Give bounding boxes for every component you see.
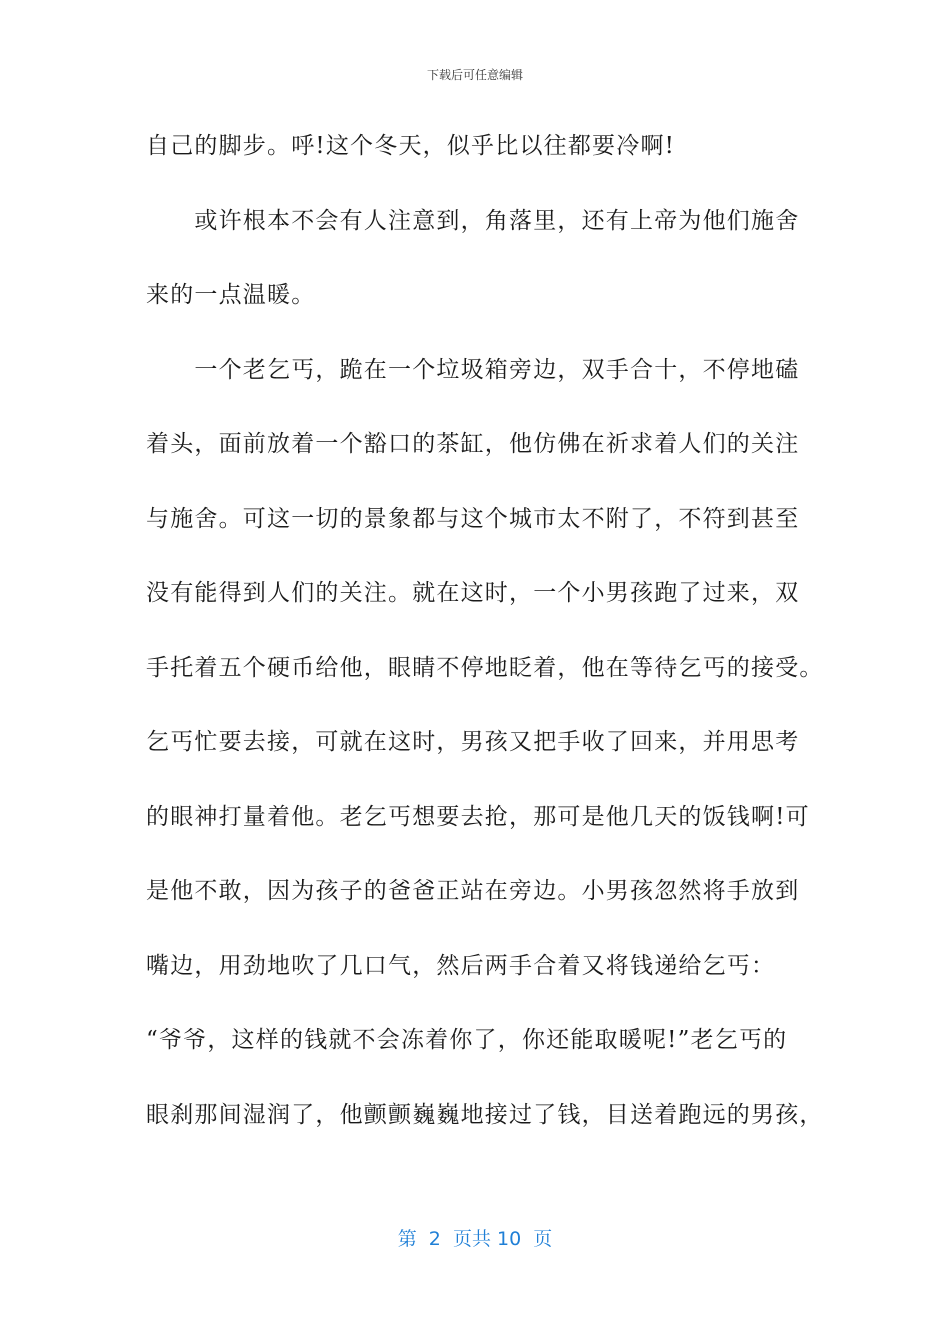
header-note: 下载后可任意编辑 <box>426 68 523 82</box>
text-line-12: 嘴边，用劲地吹了几口气，然后两手合着又将钱递给乞丐： <box>146 952 776 979</box>
text-line-14: 眼刹那间湿润了，他颤颤巍巍地接过了钱，目送着跑远的男孩， <box>146 1101 824 1128</box>
text-line-11: 是他不敢，因为孩子的爸爸正站在旁边。小男孩忽然将手放到 <box>146 878 800 904</box>
text-line-4: 一个老乞丐，跪在一个垃圾箱旁边，双手合十，不停地磕 <box>146 356 800 383</box>
body-text <box>146 126 824 1169</box>
text-line-2: 或许根本不会有人注意到，角落里，还有上帝为他们施舍 <box>146 207 800 234</box>
text-line-13: “爷爷，这样的钱就不会冻着你了，你还能取暖呢!”老乞丐的 <box>146 1027 788 1053</box>
text-line-1: 自己的脚步。呼!这个冬天，似乎比以往都要冷啊! <box>146 133 676 159</box>
text-line-7: 没有能得到人们的关注。就在这时，一个小男孩跑了过来，双 <box>146 580 800 606</box>
text-line-3: 来的一点温暖。 <box>146 282 316 308</box>
text-line-10: 的眼神打量着他。老乞丐想要去抢，那可是他几天的饭钱啊!可 <box>146 803 810 830</box>
text-line-5: 着头，面前放着一个豁口的茶缸，他仿佛在祈求着人们的关注 <box>146 431 800 457</box>
text-line-9: 乞丐忙要去接，可就在这时，男孩又把手收了回来，并用思考 <box>146 729 800 755</box>
text-line-6: 与施舍。可这一切的景象都与这个城市太不附了，不符到甚至 <box>146 505 800 532</box>
text-line-8: 手托着五个硬币给他，眼睛不停地眨着，他在等待乞丐的接受。 <box>146 654 824 681</box>
page-number-footer: 第 2 页共 10 页 <box>397 1228 553 1250</box>
